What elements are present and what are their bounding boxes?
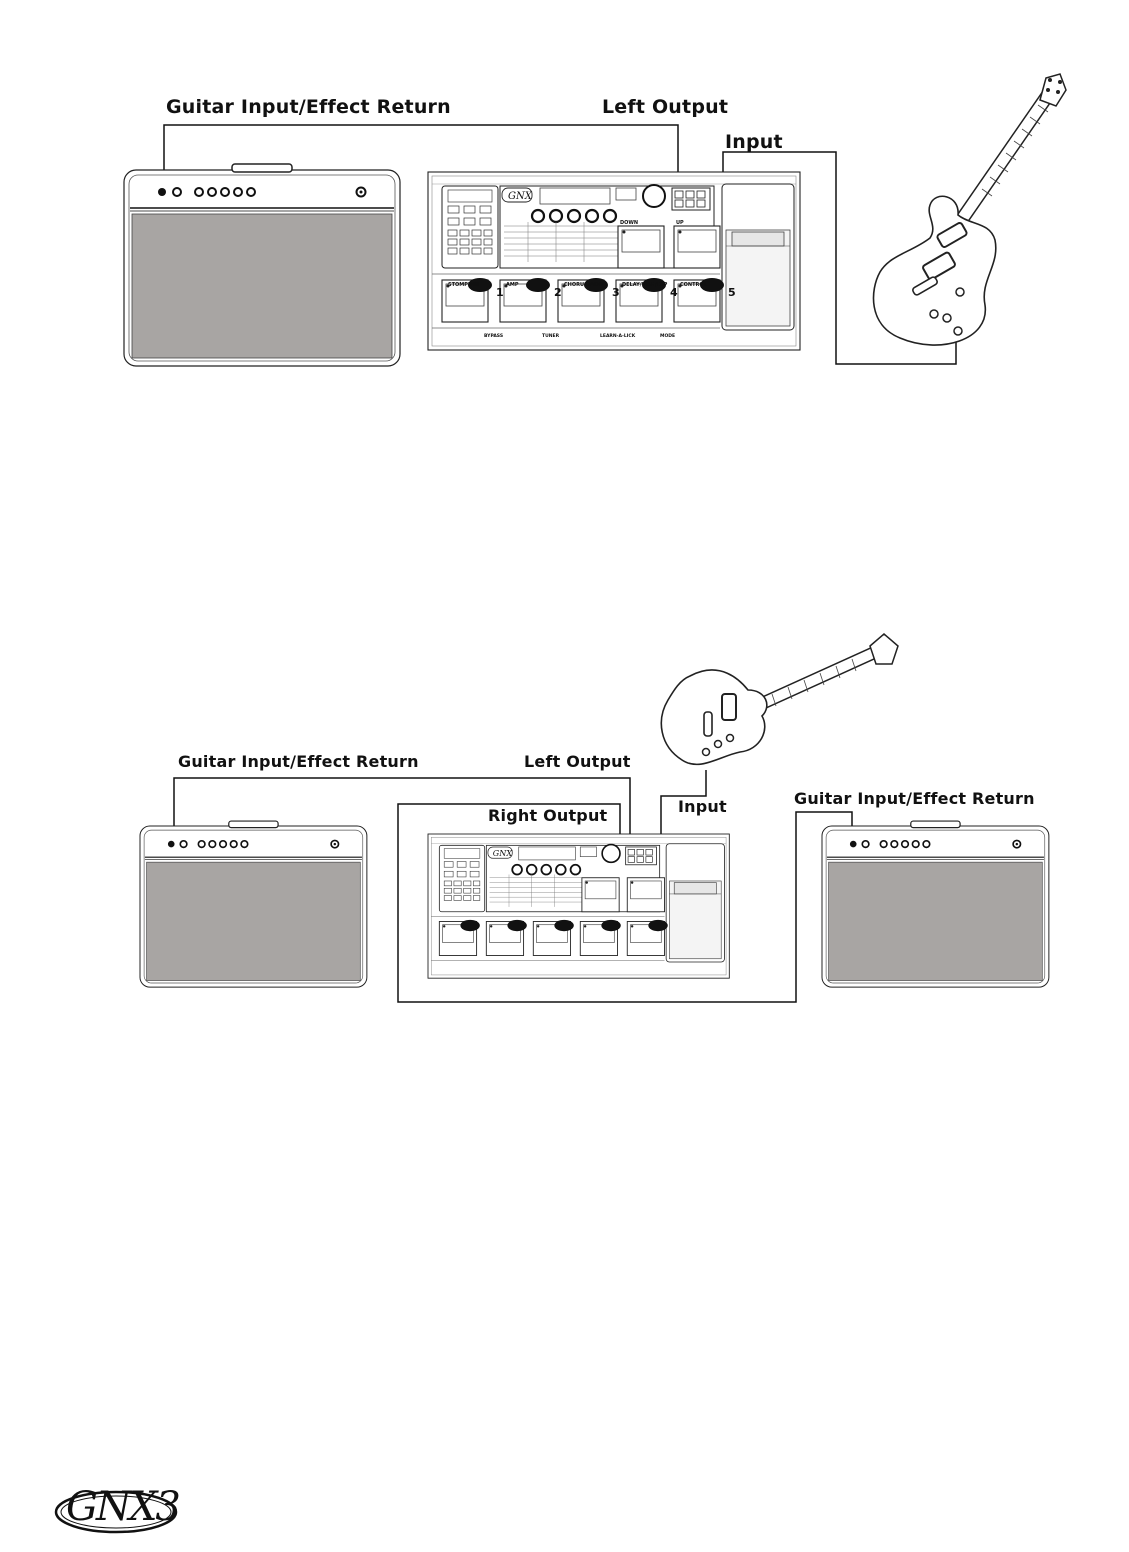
label-right-output: Right Output [488, 806, 608, 825]
pedal-label: CHORUS/MOD [564, 282, 603, 288]
guitar-icon-2 [661, 634, 898, 764]
footswitch-function-label: LEARN-A-LICK [600, 334, 636, 339]
pedal-number: 5 [728, 286, 736, 299]
label-input-2: Input [678, 797, 727, 816]
label-guitar-input-left: Guitar Input/Effect Return [178, 752, 419, 771]
footswitch-function-label: BYPASS [484, 334, 504, 339]
amplifier-right [822, 821, 1049, 987]
pedal-label: AMP [506, 282, 519, 288]
amplifier [124, 164, 400, 366]
pedal-number: 2 [554, 286, 562, 299]
label-guitar-input: Guitar Input/Effect Return [166, 96, 451, 118]
guitar-icon [873, 74, 1066, 345]
label-input: Input [725, 131, 783, 153]
amplifier-left [140, 821, 367, 987]
updown-label: DOWN [620, 220, 639, 226]
footswitch-function-label: MODE [660, 334, 676, 339]
pedal-number: 3 [612, 286, 620, 299]
pedal-number: 1 [496, 286, 504, 299]
pedal-label: CONTROL [680, 282, 707, 288]
hookup-diagrams: GNX STOMPBOX1AMP2CHORUS/MOD3DELAY/WAH/TAP4CONTROL5BYPASS TUNER LEARN-A-LICK MODEDOWN UP [0, 0, 1129, 1552]
footswitch-function-label: TUNER [542, 334, 560, 339]
pedal-label: STOMPBOX [448, 282, 480, 288]
gnx3-logo-text: GNX3 [66, 1484, 179, 1530]
label-guitar-input-right: Guitar Input/Effect Return [794, 789, 1035, 808]
gnx3-processor-2 [428, 834, 729, 978]
pedal-number: 4 [670, 286, 678, 299]
label-left-output-2: Left Output [524, 752, 631, 771]
pedal-label: DELAY/WAH/TAP [622, 282, 668, 288]
gnx3-processor [428, 172, 800, 350]
label-left-output: Left Output [602, 96, 729, 118]
updown-label: UP [676, 220, 684, 226]
